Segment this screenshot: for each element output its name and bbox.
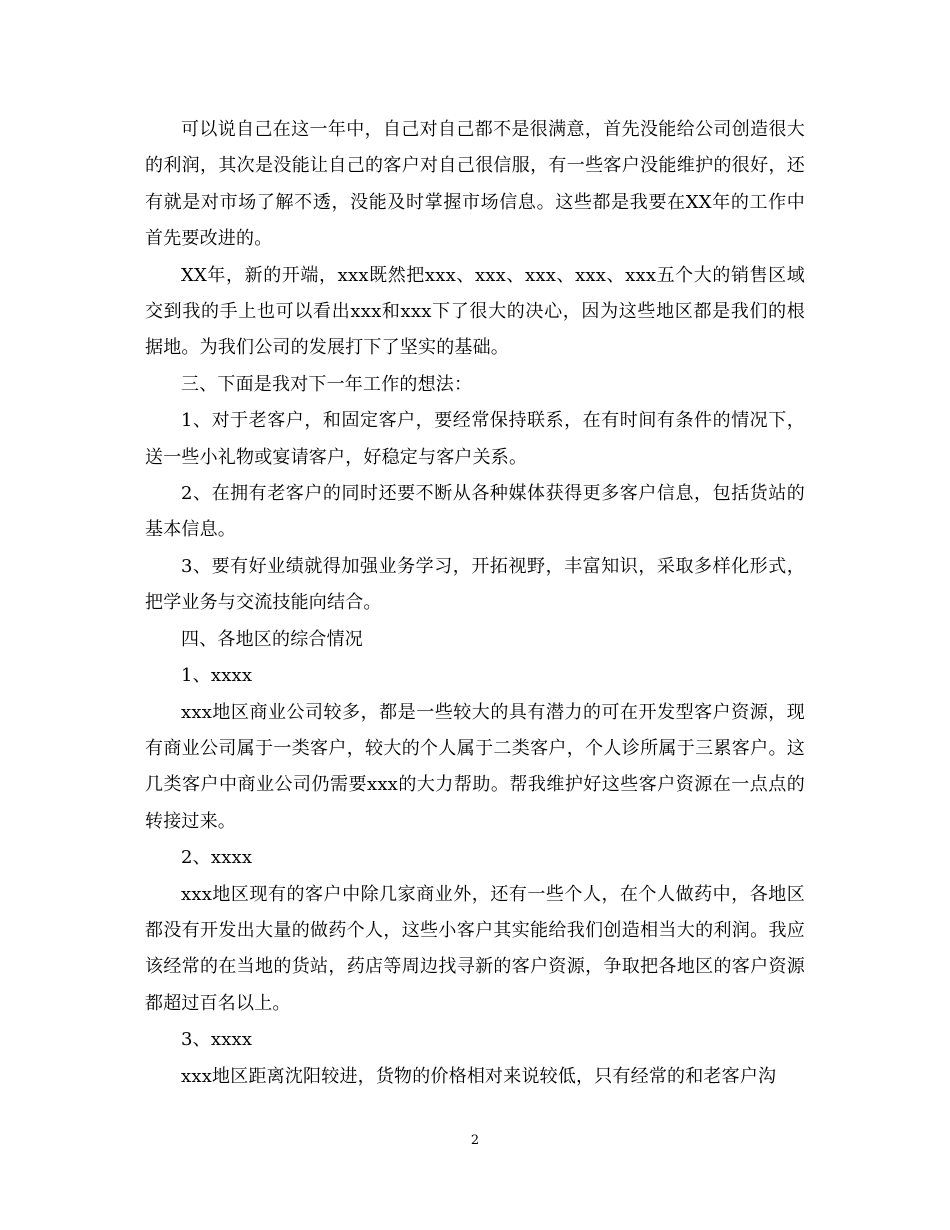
subsection-heading: 2、xxxx (181, 847, 253, 869)
subsection-heading: 3、xxxx (181, 1029, 253, 1051)
list-item: 3、要有好业绩就得加强业务学习，开拓视野，丰富知识，采取多样化形式，把学业务与交流技能向结合。 (145, 555, 805, 614)
paragraph: xxx地区现有的客户中除几家商业外，还有一些个人，在个人做药中，各地区都没有开发出大量的做药个人，这些小客户其实能给我们创造相当大的利润。我应该经常的在当地的货站，药店等周边找寻新的客户资源，争取把各地区的客户资源都超过百名以上。 (145, 883, 805, 1014)
paragraph: xxx地区商业公司较多，都是一些较大的具有潜力的可在开发型客户资源，现有商业公司属于一类客户，较大的个人属于二类客户，个人诊所属于三累客户。这几类客户中商业公司仍需要xxx的大力帮助。帮我维护好这些客户资源在一点点的转接过来。 (145, 701, 805, 832)
list-item: 2、在拥有老客户的同时还要不断从各种媒体获得更多客户信息，包括货站的基本信息。 (145, 483, 805, 541)
document-body (145, 112, 805, 1095)
list-item: 1、对于老客户，和固定客户，要经常保持联系，在有时间有条件的情况下，送一些小礼物或宴请客户，好稳定与客户关系。 (145, 410, 805, 468)
paragraph: 可以说自己在这一年中，自己对自己都不是很满意，首先没能给公司创造很大的利润，其次是没能让自己的客户对自己很信服，有一些客户没能维护的很好，还有就是对市场了解不透，没能及时掌握市场信息。这些都是我要在XX年的工作中首先要改进的。 (145, 119, 805, 250)
section-heading: 三、下面是我对下一年工作的想法： (181, 373, 473, 395)
paragraph: xxx地区距离沈阳较进，货物的价格相对来说较低，只有经常的和老客户沟 (181, 1065, 777, 1087)
subsection-heading: 1、xxxx (181, 665, 253, 687)
paragraph: XX年，新的开端，xxx既然把xxx、xxx、xxx、xxx、xxx五个大的销售区域交到我的手上也可以看出xxx和xxx下了很大的决心，因为这些地区都是我们的根据地。为我们公司的发展打下了坚实的基础。 (145, 264, 805, 359)
section-heading: 四、各地区的综合情况 (181, 628, 363, 650)
page-number: 2 (470, 1133, 480, 1148)
